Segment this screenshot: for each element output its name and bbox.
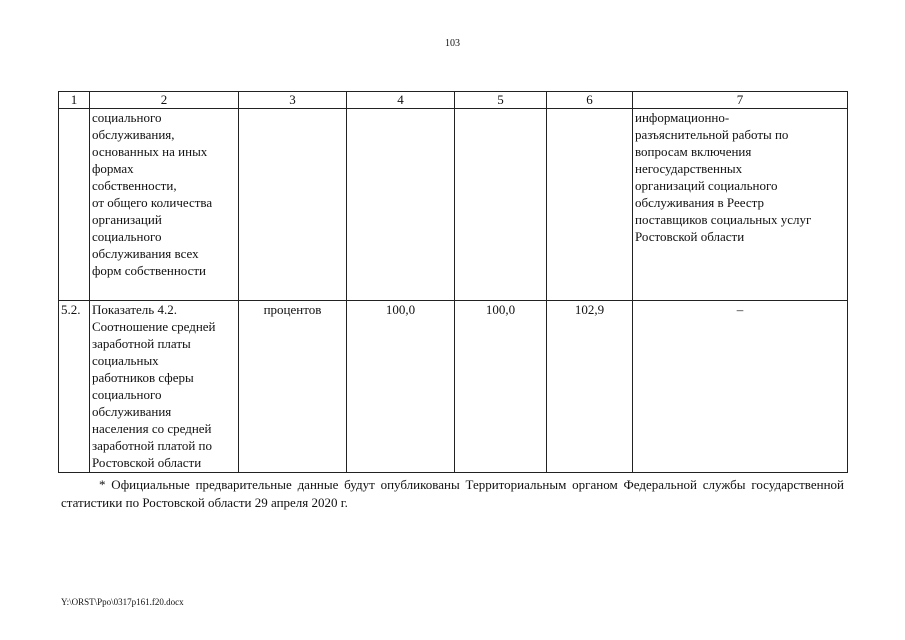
- unit-cell: [239, 109, 347, 301]
- column-header: 1: [59, 92, 90, 109]
- table-header-row: [59, 92, 848, 109]
- column-header: 3: [239, 92, 347, 109]
- table-row: [59, 301, 848, 473]
- page-number: 103: [445, 38, 460, 49]
- row-number-cell: [59, 109, 90, 301]
- column-header: 7: [633, 92, 848, 109]
- column-header: 6: [547, 92, 633, 109]
- value-cell: 100,0: [455, 301, 547, 473]
- value-cell: [547, 109, 633, 301]
- column-header: 5: [455, 92, 547, 109]
- column-header: 2: [90, 92, 239, 109]
- table-row: [59, 109, 848, 301]
- file-path: Y:\ORST\Ppo\0317p161.f20.docx: [61, 597, 184, 607]
- footnote: * Официальные предварительные данные будут опубликованы Территориальным органом Федеральной службы государственной статистики по Ростовской области 29 апреля 2020 г.: [61, 477, 844, 510]
- value-cell: 102,9: [547, 301, 633, 473]
- indicator-name-cell: Показатель 4.2. Соотношение средней заработной платы социальных работников сферы социального обслуживания населения со средней заработной платой по Ростовской области: [90, 301, 239, 473]
- value-cell: [347, 109, 455, 301]
- note-cell: информационно- разъяснительной работы по вопросам включения негосударственных организаций социального обслуживания в Реестр поставщиков социальных услуг Ростовской области: [633, 109, 848, 301]
- data-table: [58, 91, 848, 473]
- column-header: 4: [347, 92, 455, 109]
- value-cell: [455, 109, 547, 301]
- note-cell: –: [633, 301, 848, 473]
- row-number-cell: 5.2.: [59, 301, 90, 473]
- indicator-name-cell: социального обслуживания, основанных на иных формах собственности, от общего количества организаций социального обслуживания всех форм собственности: [90, 109, 239, 301]
- value-cell: 100,0: [347, 301, 455, 473]
- unit-cell: процентов: [239, 301, 347, 473]
